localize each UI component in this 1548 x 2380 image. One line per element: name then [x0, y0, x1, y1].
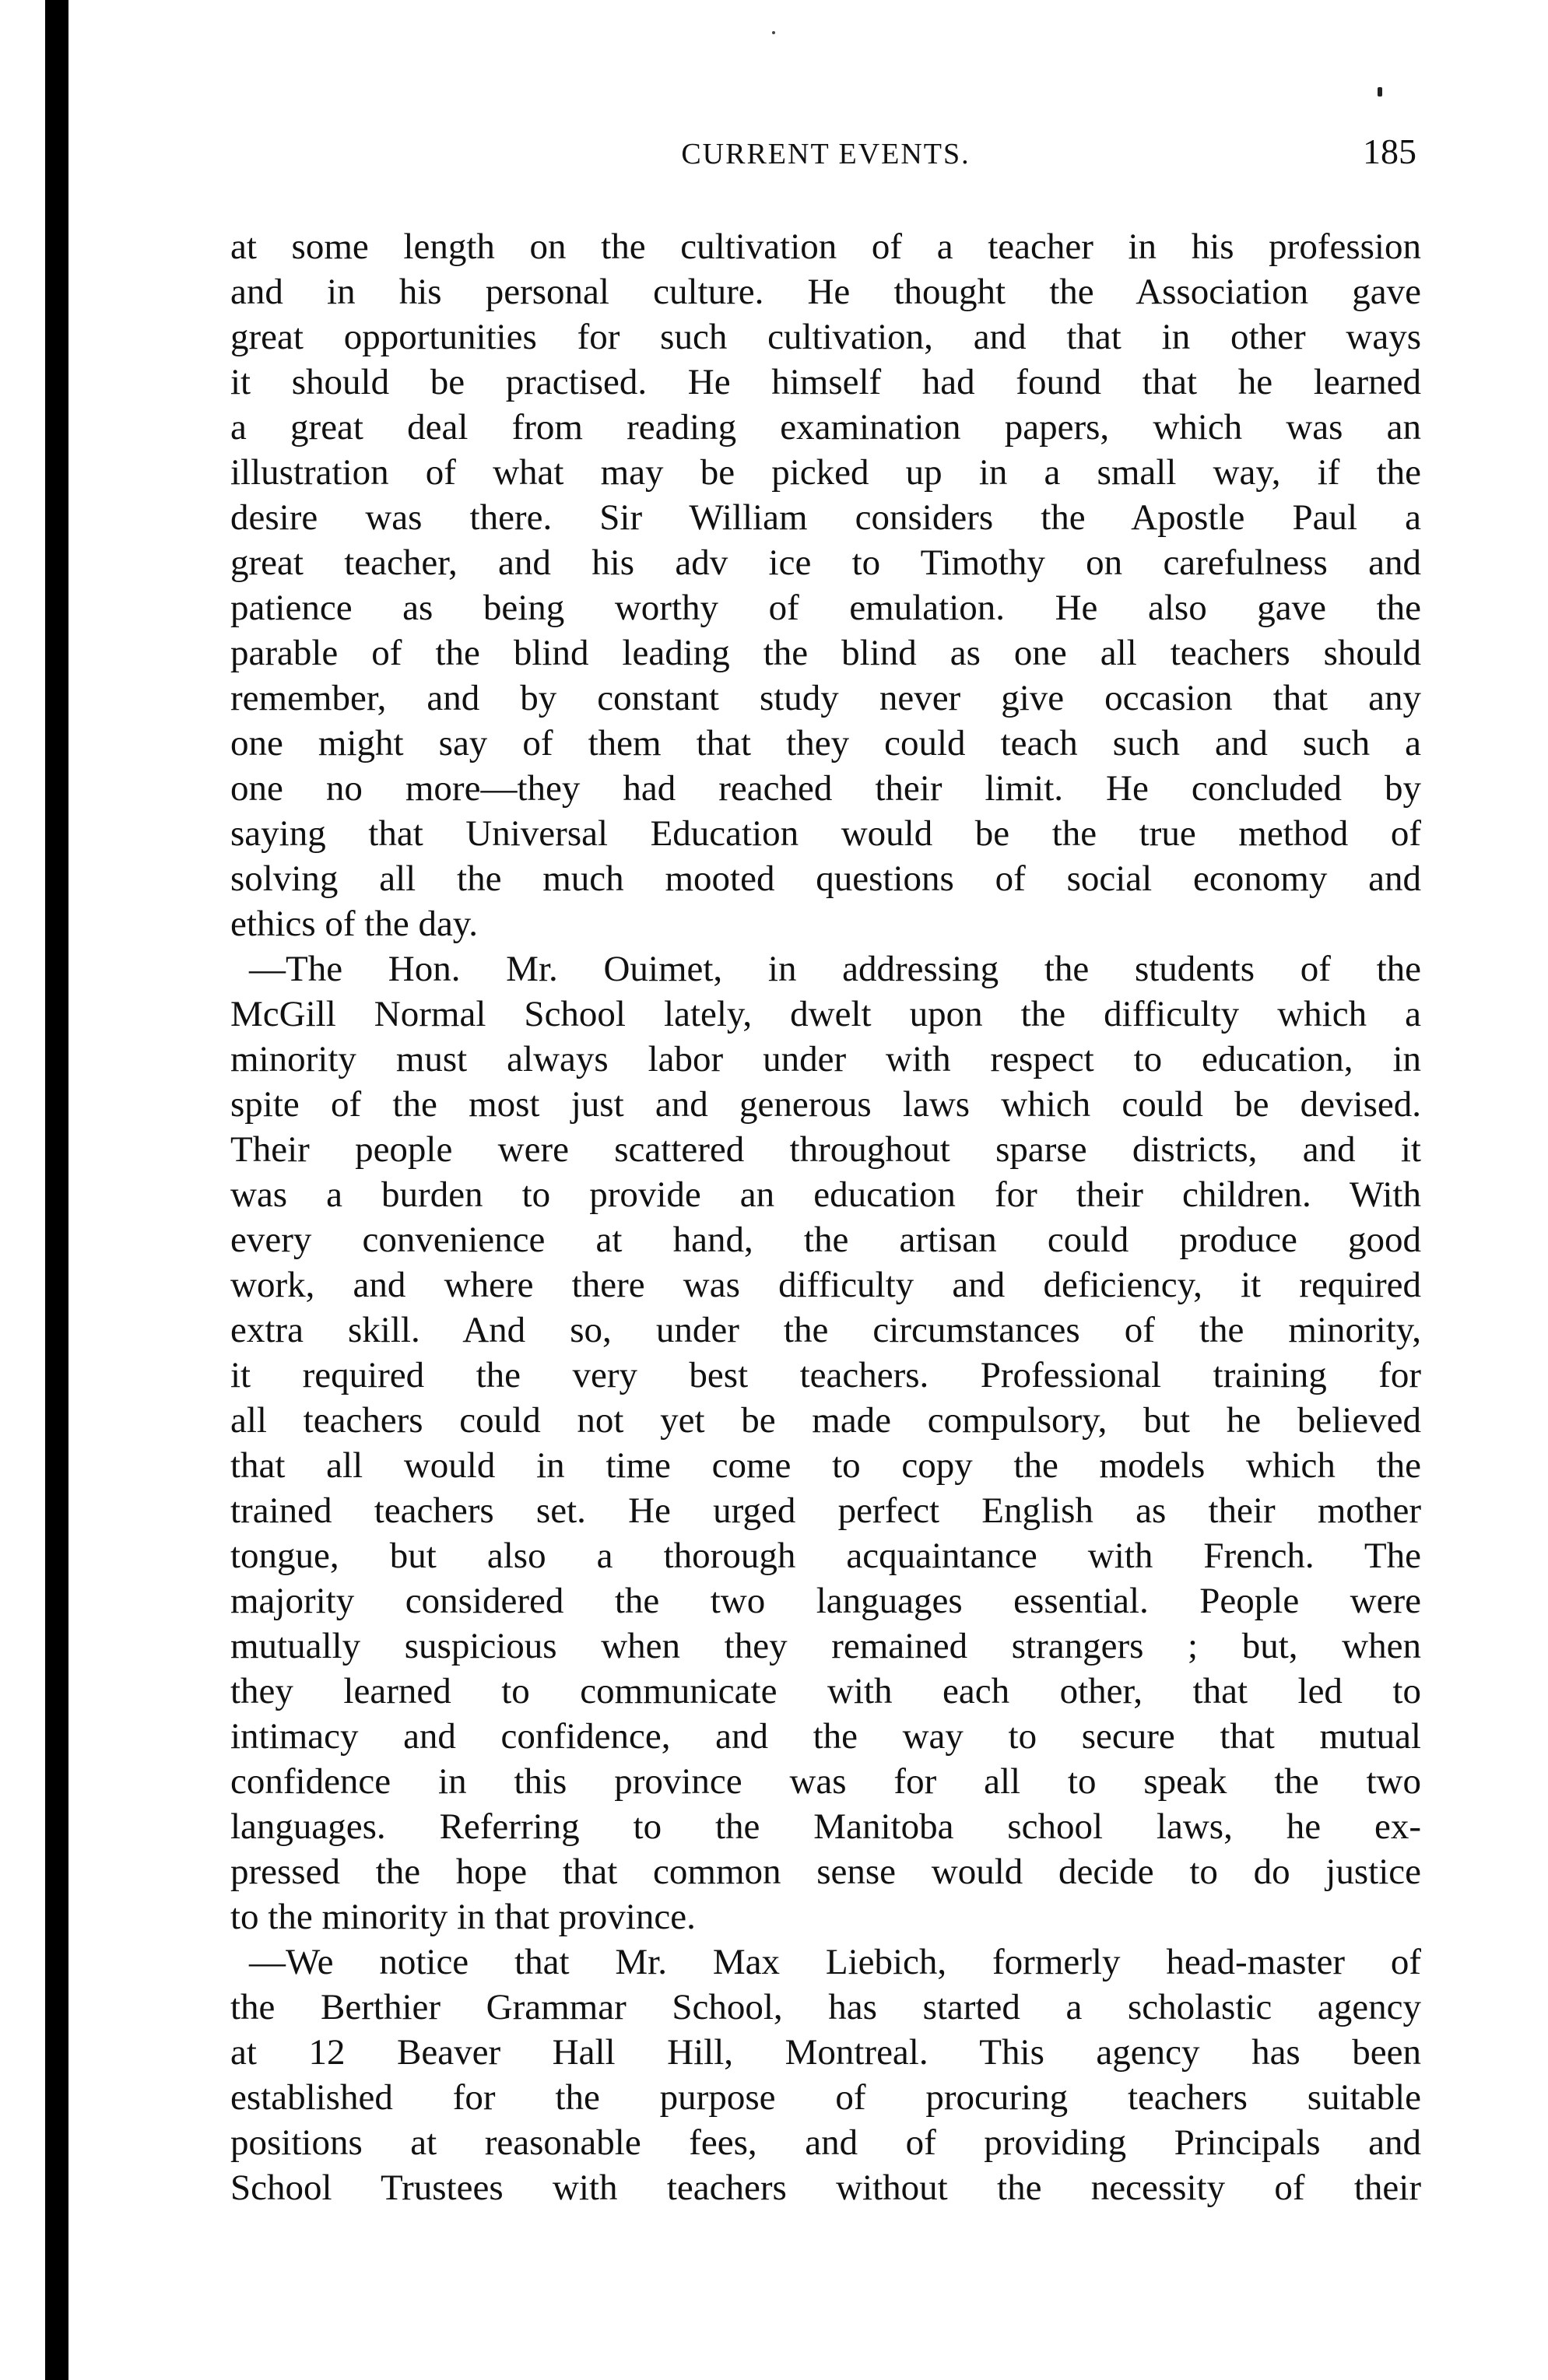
paragraph	[230, 946, 1421, 1939]
page-header	[230, 131, 1421, 185]
scan-edge-bar	[45, 0, 68, 2380]
text-line: Their people were scattered throughout sparse districts, and it	[230, 1129, 1421, 1170]
text-line: parable of the blind leading the blind as one all teachers should	[230, 633, 1421, 673]
text-line: tongue, but also a thorough acquaintance with French. The	[230, 1536, 1421, 1576]
page-number: 185	[1363, 132, 1416, 171]
text-line: trained teachers set. He urged perfect English as their mother	[230, 1490, 1421, 1531]
text-line: established for the purpose of procuring teachers suitable	[230, 2077, 1421, 2118]
text-line: every convenience at hand, the artisan could produce good	[230, 1220, 1421, 1260]
text-line: minority must always labor under with respect to education, in	[230, 1039, 1421, 1079]
text-line: at some length on the cultivation of a teacher in his profession	[230, 226, 1421, 267]
text-line: extra skill. And so, under the circumstances of the minority,	[230, 1310, 1421, 1350]
text-line: and in his personal culture. He thought the Association gave	[230, 272, 1421, 312]
text-line: —We notice that Mr. Max Liebich, formerly head-master of	[249, 1942, 1421, 1982]
text-line: patience as being worthy of emulation. He also gave the	[230, 588, 1421, 628]
text-line: languages. Referring to the Manitoba school laws, he ex-	[230, 1806, 1421, 1847]
text-line: solving all the much mooted questions of social economy and	[230, 858, 1421, 899]
text-line: great opportunities for such cultivation, and that in other ways	[230, 317, 1421, 357]
text-line: that all would in time come to copy the models which the	[230, 1445, 1421, 1486]
text-line: a great deal from reading examination papers, which was an	[230, 407, 1421, 448]
article-body	[230, 224, 1421, 2210]
text-line: all teachers could not yet be made compulsory, but he believed	[230, 1400, 1421, 1441]
text-line: spite of the most just and generous laws which could be devised.	[230, 1084, 1421, 1125]
text-line: remember, and by constant study never give occasion that any	[230, 678, 1421, 718]
text-line: ethics of the day.	[230, 904, 479, 944]
text-line: desire was there. Sir William considers the Apostle Paul a	[230, 497, 1421, 538]
text-line: pressed the hope that common sense would decide to do justice	[230, 1852, 1421, 1892]
text-line: it should be practised. He himself had found that he learned	[230, 362, 1421, 402]
paragraph	[230, 224, 1421, 946]
text-line: positions at reasonable fees, and of providing Principals and	[230, 2122, 1421, 2163]
text-line: majority considered the two languages essential. People were	[230, 1581, 1421, 1621]
text-line: the Berthier Grammar School, has started a scholastic agency	[230, 1987, 1421, 2027]
text-line: was a burden to provide an education for their children. With	[230, 1174, 1421, 1215]
text-line: great teacher, and his adv ice to Timothy on carefulness and	[230, 542, 1421, 583]
text-line: it required the very best teachers. Professional training for	[230, 1355, 1421, 1395]
text-line: School Trustees with teachers without the necessity of their	[230, 2168, 1421, 2208]
text-line: mutually suspicious when they remained strangers ; but, when	[230, 1626, 1421, 1666]
text-line: at 12 Beaver Hall Hill, Montreal. This agency has been	[230, 2032, 1421, 2073]
text-line: intimacy and confidence, and the way to secure that mutual	[230, 1716, 1421, 1757]
text-line: confidence in this province was for all to speak the two	[230, 1761, 1421, 1802]
text-line: they learned to communicate with each other, that led to	[230, 1671, 1421, 1711]
scan-speck	[1378, 87, 1382, 97]
text-line: illustration of what may be picked up in a small way, if the	[230, 452, 1421, 493]
text-line: to the minority in that province.	[230, 1897, 696, 1937]
text-line: work, and where there was difficulty and deficiency, it required	[230, 1265, 1421, 1305]
text-line: —The Hon. Mr. Ouimet, in addressing the students of the	[249, 949, 1421, 989]
paragraph	[230, 1939, 1421, 2210]
text-line: one no more—they had reached their limit. He concluded by	[230, 768, 1421, 809]
text-line: McGill Normal School lately, dwelt upon the difficulty which a	[230, 994, 1421, 1034]
text-line: one might say of them that they could teach such and such a	[230, 723, 1421, 763]
scan-speck	[772, 31, 775, 34]
running-head: CURRENT EVENTS.	[681, 138, 971, 170]
text-line: saying that Universal Education would be the true method of	[230, 813, 1421, 854]
